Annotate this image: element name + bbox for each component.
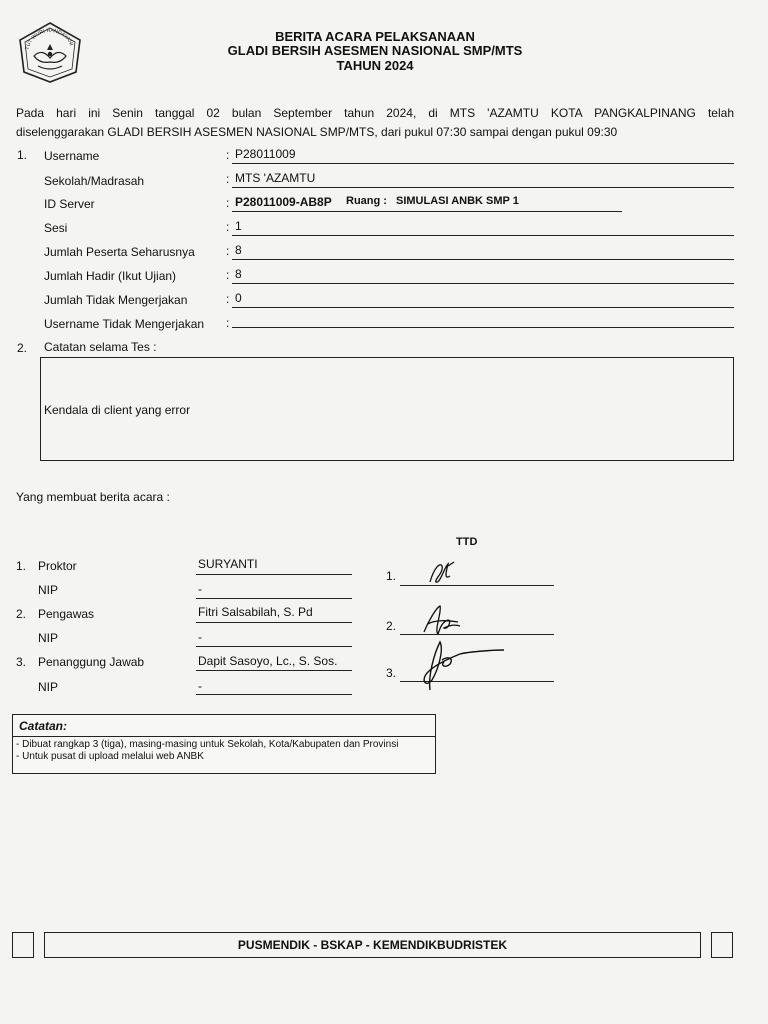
field-underline <box>232 211 622 212</box>
section2-label: Catatan selama Tes : <box>44 340 157 354</box>
signer-name-underline <box>196 574 352 575</box>
field-colon: : <box>226 244 230 258</box>
footer-right-square <box>711 932 733 958</box>
signer-nip-underline <box>196 694 352 695</box>
signer-name: Fitri Salsabilah, S. Pd <box>198 605 313 619</box>
doc-title-line2: GLADI BERSIH ASESMEN NASIONAL SMP/MTS <box>227 43 523 58</box>
footer-bar <box>44 932 701 958</box>
signer-name: SURYANTI <box>198 557 258 571</box>
signer-role: Penanggung Jawab <box>38 655 145 669</box>
field-colon: : <box>226 268 230 282</box>
tut-wuri-handayani-logo <box>14 20 86 84</box>
field-value: 0 <box>235 291 242 305</box>
field-label: Sekolah/Madrasah <box>44 174 145 188</box>
field-label: Username <box>44 149 100 163</box>
field-colon: : <box>226 172 230 186</box>
field-underline <box>232 163 734 164</box>
field-underline <box>232 283 734 284</box>
field-value: MTS 'AZAMTU <box>235 171 316 185</box>
field-label: Jumlah Hadir (Ikut Ujian) <box>44 269 177 283</box>
field-label: Jumlah Tidak Mengerjakan <box>44 293 188 307</box>
signer-nip: - <box>198 679 202 693</box>
catatan-item: - Dibuat rangkap 3 (tiga), masing-masing untuk Sekolah, Kota/Kabupaten dan Provinsi <box>16 739 399 750</box>
section2-number: 2. <box>17 341 28 355</box>
field-colon: : <box>226 292 230 306</box>
doc-title-year: TAHUN 2024 <box>336 58 414 73</box>
signer-name-underline <box>196 670 352 671</box>
intro-paragraph <box>16 104 734 142</box>
catatan-item: - Untuk pusat di upload melalui web ANBK <box>16 751 204 762</box>
signer-number: 1. <box>16 559 27 573</box>
nip-label: NIP <box>38 680 59 694</box>
room-label: Ruang : <box>346 195 387 207</box>
field-value: 1 <box>235 219 242 233</box>
field-label: Sesi <box>44 221 68 235</box>
signer-nip: - <box>198 582 202 596</box>
signature-number: 2. <box>386 619 397 633</box>
field-label: Jumlah Peserta Seharusnya <box>44 245 195 259</box>
footer-text: PUSMENDIK - BSKAP - KEMENDIKBUDRISTEK <box>237 938 508 952</box>
signer-number: 3. <box>16 655 27 669</box>
signer-nip-underline <box>196 598 352 599</box>
test-notes-box <box>40 357 734 461</box>
signature-penanggung-jawab <box>398 636 508 694</box>
intro-line-2: diselenggarakan GLADI BERSIH ASESMEN NASIONAL SMP/MTS, dari pukul 07:30 sampai dengan pukul 09:30 <box>16 125 618 139</box>
signer-name-underline <box>196 622 352 623</box>
signature-proktor <box>420 558 460 588</box>
signature-pengawas <box>418 602 468 638</box>
nip-label: NIP <box>38 583 59 597</box>
footer-left-square <box>12 932 34 958</box>
field-colon: : <box>226 148 230 162</box>
catatan-box <box>12 714 436 774</box>
section1-number: 1. <box>17 148 28 162</box>
svg-text:TUT WURI HANDAYANI: TUT WURI HANDAYANI <box>24 27 75 51</box>
signature-number: 3. <box>386 666 397 680</box>
field-value: 8 <box>235 267 242 281</box>
field-label: Username Tidak Mengerjakan <box>44 317 205 331</box>
signer-nip-underline <box>196 646 352 647</box>
field-colon: : <box>226 196 230 210</box>
signer-nip: - <box>198 630 202 644</box>
field-colon: : <box>226 220 230 234</box>
signer-role: Pengawas <box>38 607 95 621</box>
catatan-title: Catatan: <box>13 715 435 737</box>
field-value: P28011009-AB8P <box>235 195 332 209</box>
field-underline <box>232 307 734 308</box>
signer-name: Dapit Sasoyo, Lc., S. Sos. <box>198 654 338 668</box>
field-value: P28011009 <box>235 147 296 161</box>
field-underline <box>232 235 734 236</box>
signature-number: 1. <box>386 569 397 583</box>
field-value: 8 <box>235 243 242 257</box>
doc-title-line1: BERITA ACARA PELAKSANAAN <box>275 29 475 44</box>
signers-intro: Yang membuat berita acara : <box>16 490 170 504</box>
field-colon: : <box>226 316 230 330</box>
intro-line-1: Pada hari ini Senin tanggal 02 bulan September tahun 2024, di MTS 'AZAMTU KOTA PANGKALPINANG telah <box>16 106 734 120</box>
ttd-label: TTD <box>456 536 478 548</box>
signer-role: Proktor <box>38 559 77 573</box>
room-value: SIMULASI ANBK SMP 1 <box>396 195 519 207</box>
field-underline <box>232 187 734 188</box>
field-underline <box>232 327 734 328</box>
field-label: ID Server <box>44 197 95 211</box>
field-underline <box>232 259 734 260</box>
signer-number: 2. <box>16 607 27 621</box>
test-notes-text: Kendala di client yang error <box>44 403 191 417</box>
nip-label: NIP <box>38 631 59 645</box>
